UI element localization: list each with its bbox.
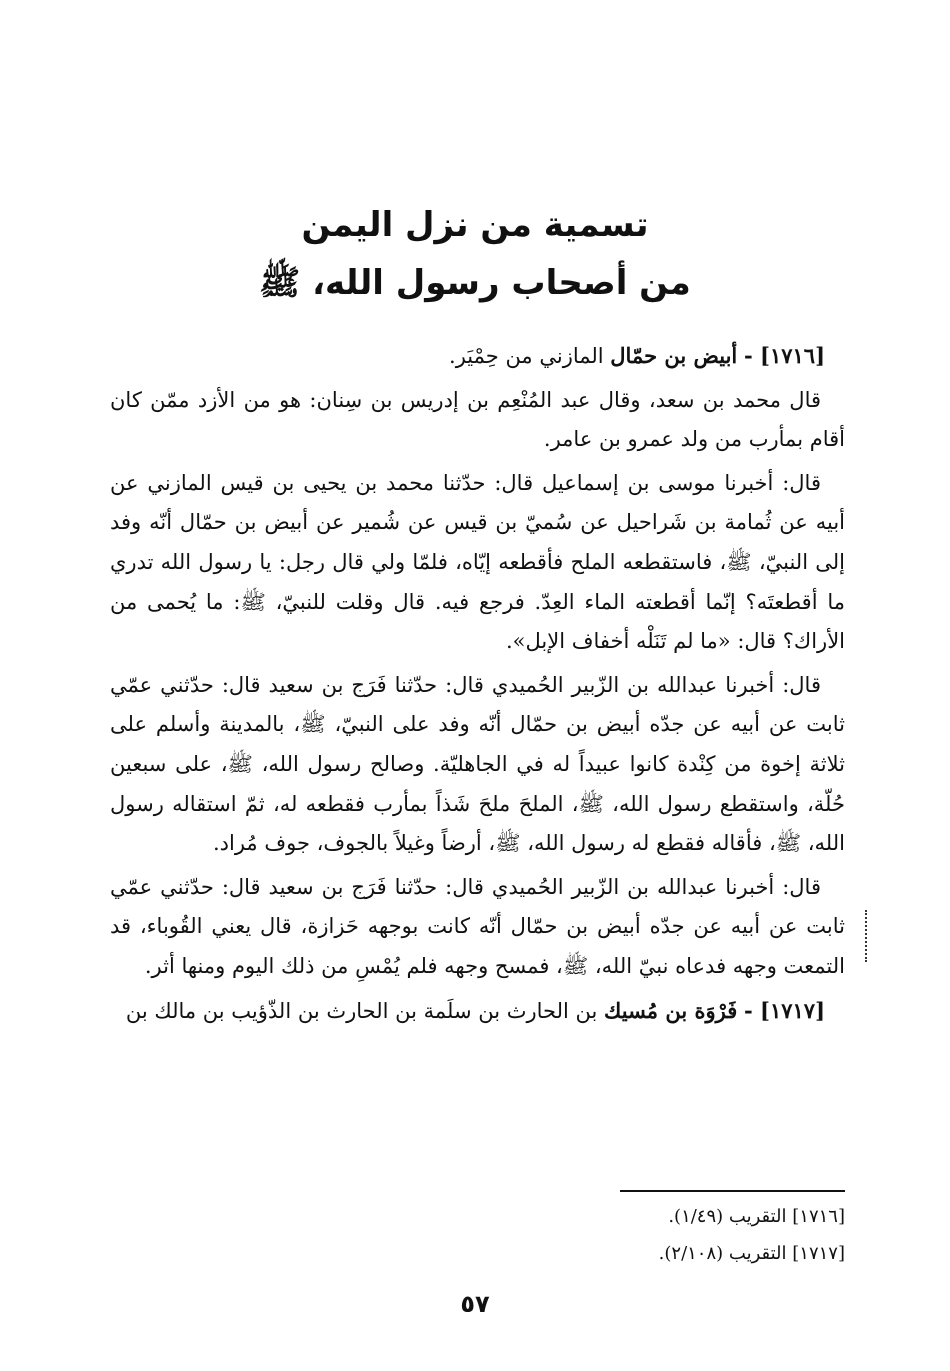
footnote-1717: [١٧١٧] التقريب (٢/١٠٨). <box>658 1243 845 1264</box>
entry-number: [١٧١٧] - <box>743 997 825 1023</box>
paragraph: قال: أخبرنا عبدالله بن الزّبير الحُميدي قال: حدّثنا فَرَج بن سعيد قال: حدّثني عمّي ثابت عن أبيه عن جدّه أبيض بن حمّال أنّه وفد على النبيّ، ﷺ، بالمدينة وأسلم على ثلاثة إخوة من كِنْدة كانوا عبيداً له في الجاهليّة. وصالح رسول الله، ﷺ، على سبعين حُلّة، واستقطع رسول الله، ﷺ، الملحَ ملحَ شَذاً بمأرب فقطعه له، ثمّ استقاله رسول الله، ﷺ، فأقاله فقطع له رسول الله، ﷺ، أرضاً وغيلاً بالجوف، جوف مُراد. <box>110 672 845 856</box>
section-title <box>0 196 950 312</box>
section-title-line-2: من أصحاب رسول الله، ﷺ <box>259 263 691 303</box>
section-title-line-1: تسمية من نزل اليمن <box>301 205 649 245</box>
entry-name: أبيض بن حمّال <box>610 343 738 368</box>
footnotes <box>300 1198 845 1272</box>
entry-name: فَرْوَة بن مُسيك <box>604 997 738 1023</box>
entry-1716 <box>110 336 845 377</box>
paragraph: قال محمد بن سعد، وقال عبد المُنْعِم بن إدريس بن سِنان: هو من الأزد ممّن كان أقام بمأرب من ولد عمرو بن عامر. <box>110 387 845 452</box>
page-number: ٥٧ <box>460 1290 490 1318</box>
body-text <box>110 336 845 1035</box>
entry-number: [١٧١٦] - <box>743 343 825 368</box>
entry-1717 <box>110 991 845 1032</box>
paragraph: قال: أخبرنا موسى بن إسماعيل قال: حدّثنا محمد بن يحيى بن قيس المازني عن أبيه عن ثُمامة بن شَراحيل عن سُميّ بن قيس عن شُمير عن أبيض بن حمّال أنّه وفد إلى النبيّ، ﷺ، فاستقطعه الملح فأقطعه إيّاه، فلمّا ولي قال رجل: يا رسول الله تدري ما أقطعتَه؟ إنّما أقطعته الماء العِدّ. فرجع فيه. قال وقلت للنبيّ، ﷺ: ما يُحمى من الأراك؟ قال: «ما لم تَنَلْه أخفاف الإبل». <box>110 470 845 654</box>
footnote-divider <box>620 1190 845 1192</box>
entry-text: بن الحارث بن سلَمة بن الحارث بن الذّؤيب بن مالك بن <box>125 998 605 1023</box>
entry-text: المازني من حِمْيَر. <box>449 344 611 368</box>
footnote-1716: [١٧١٦] التقريب (١/٤٩). <box>668 1206 845 1227</box>
paragraph: قال: أخبرنا عبدالله بن الزّبير الحُميدي قال: حدّثنا فَرَج بن سعيد قال: حدّثني عمّي ثابت عن أبيه عن جدّه أبيض بن حمّال أنّه كانت بوجهه حَزازة، قال يعني القُوباء، قد التمعت وجهه فدعاه نبيّ الله، ﷺ، فمسح وجهه فلم يُمْسِ من ذلك اليوم ومنها أثر. <box>110 874 845 978</box>
margin-mark <box>865 910 869 962</box>
